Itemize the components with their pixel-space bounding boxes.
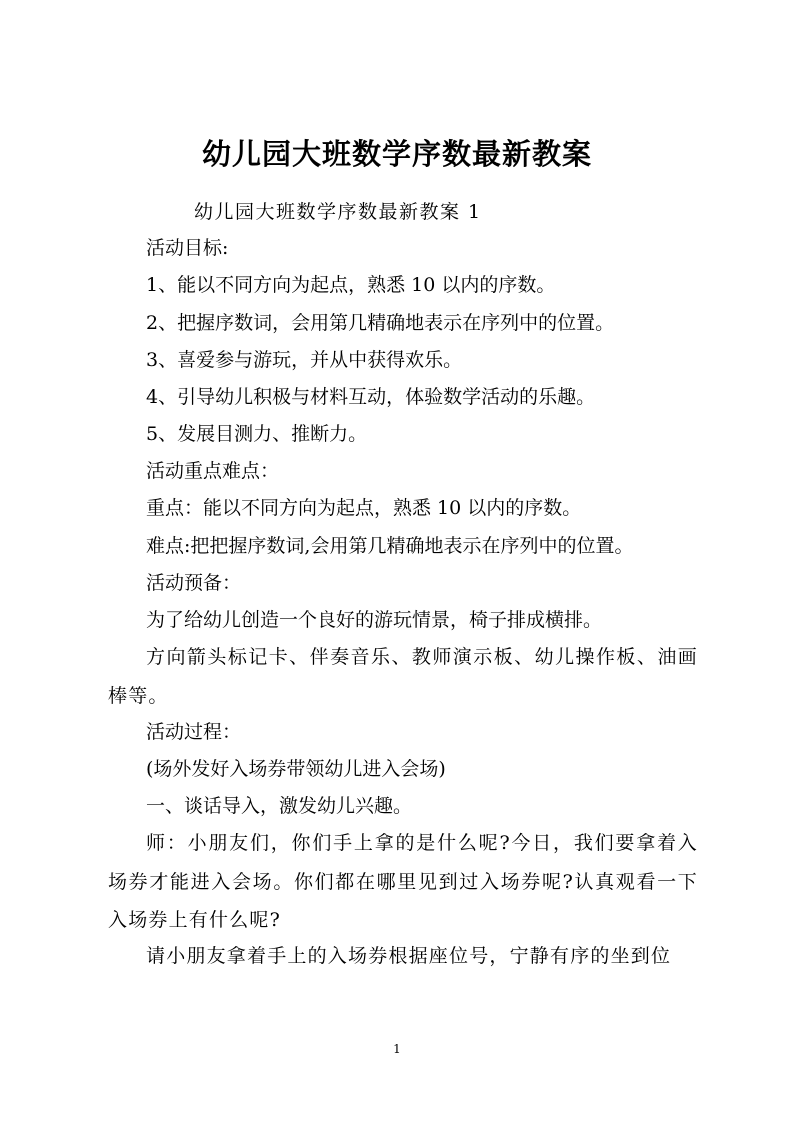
goal-item-2: 2、把握序数词，会用第几精确地表示在序列中的位置。: [146, 312, 615, 334]
page-number: 1: [393, 1042, 401, 1056]
preparation-text-1: 为了给幼儿创造一个良好的游玩情景，椅子排成横排。: [146, 609, 603, 631]
heading-activity-process: 活动过程：: [146, 721, 242, 743]
difficult-point-text: 难点:把把握序数词,会用第几精确地表示在序列中的位置。: [146, 535, 634, 557]
process-entry-note: (场外发好入场券带领幼儿进入会场): [146, 758, 446, 780]
key-point-text: 重点：能以不同方向为起点，熟悉 10 以内的序数。: [146, 497, 582, 519]
goal-item-4: 4、引导幼儿积极与材料互动，体验数学活动的乐趣。: [146, 386, 596, 408]
heading-activity-preparation: 活动预备：: [146, 572, 242, 594]
preparation-materials-paragraph: 方向箭头标记卡、伴奏音乐、教师演示板、幼儿操作板、油画棒等。: [108, 646, 698, 707]
goal-item-3: 3、喜爱参与游玩，并从中获得欢乐。: [146, 349, 463, 371]
process-step-1-heading: 一、谈话导入，激发幼儿兴趣。: [146, 795, 413, 817]
goal-item-1: 1、能以不同方向为起点，熟悉 10 以内的序数。: [146, 274, 556, 296]
heading-activity-goals: 活动目标:: [146, 237, 229, 259]
teacher-dialogue-paragraph: 师：小朋友们，你们手上拿的是什么呢?今日，我们要拿着入场券才能进入会场。你们都在哪里见到过入场券呢?认真观看一下入场券上有什么呢?: [108, 832, 698, 931]
goal-item-5: 5、发展目测力、推断力。: [146, 423, 368, 445]
section-subtitle: 幼儿园大班数学序数最新教案 1: [194, 201, 482, 223]
heading-key-difficult-points: 活动重点难点：: [146, 460, 280, 482]
seating-instruction-paragraph: 请小朋友拿着手上的入场券根据座位号，宁静有序的坐到位: [146, 945, 672, 967]
document-title: 幼儿园大班数学序数最新教案: [201, 137, 592, 171]
